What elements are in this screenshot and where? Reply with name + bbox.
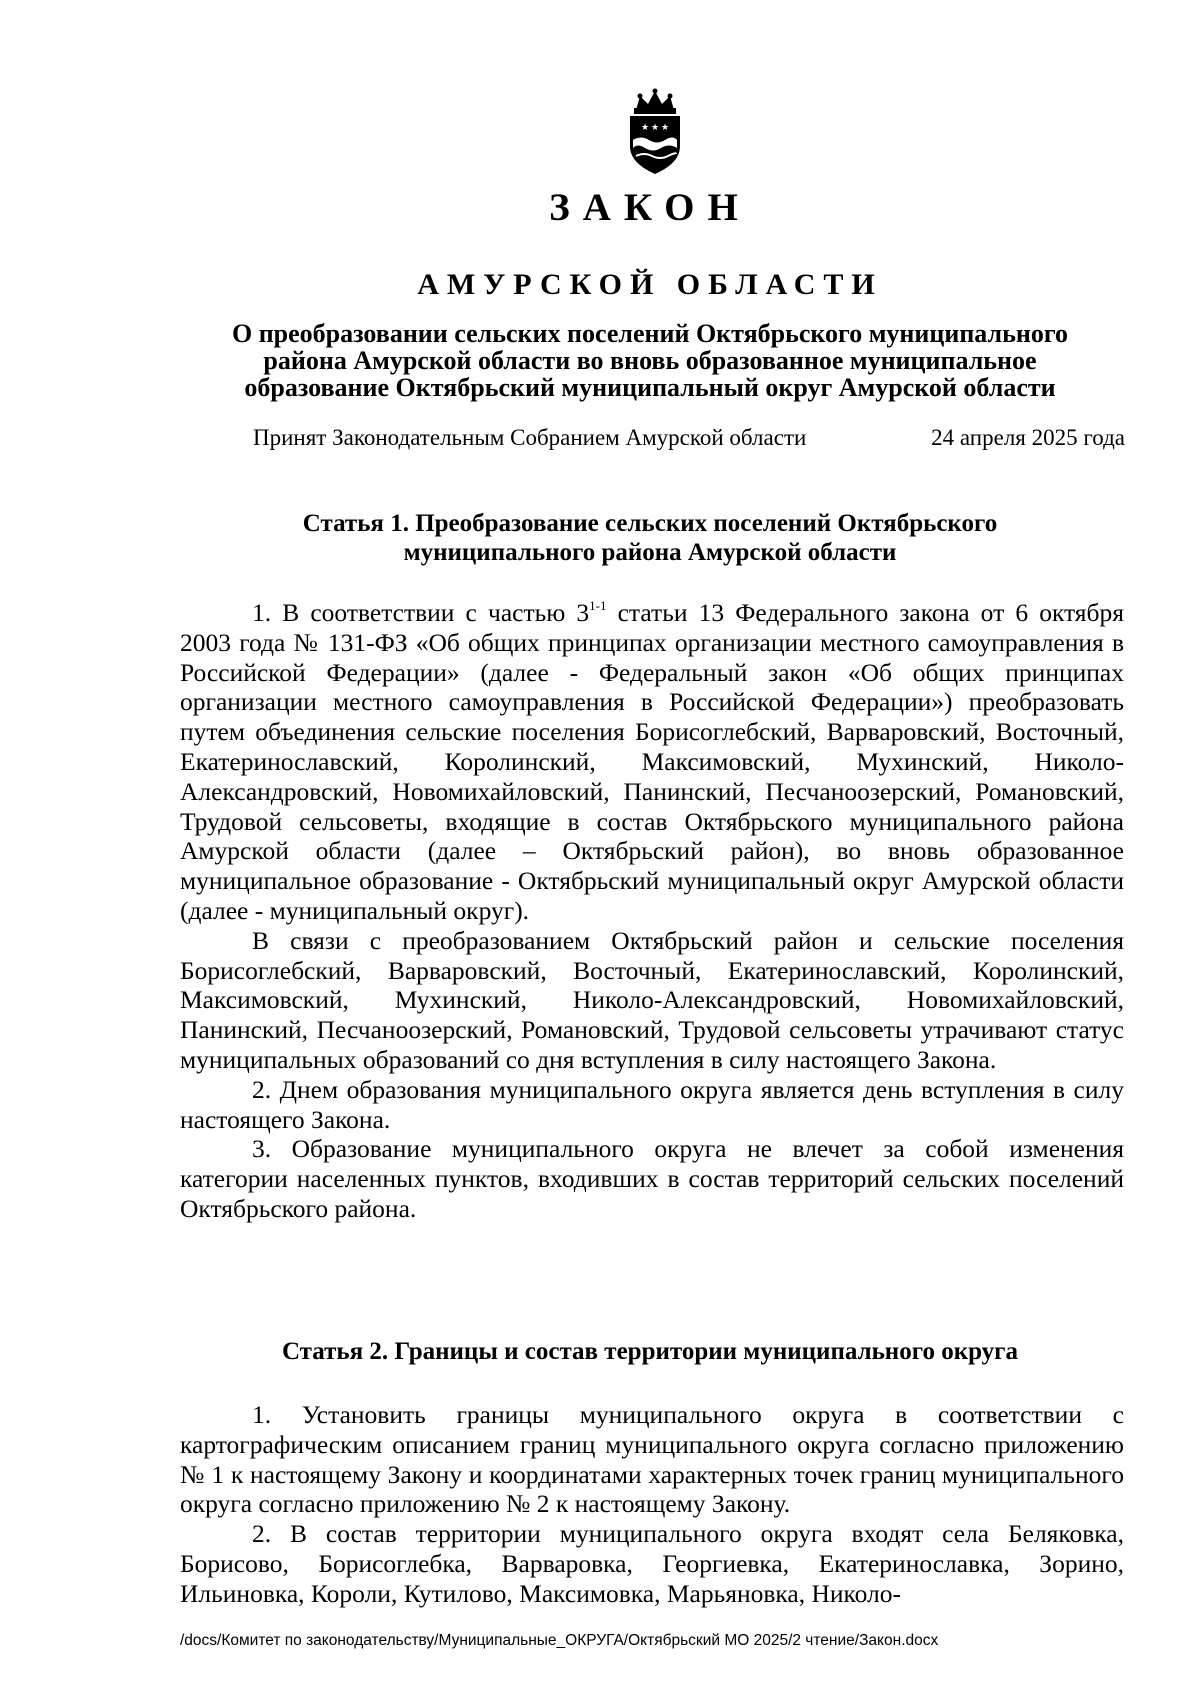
- adopted-date: 24 апреля 2025 года: [931, 425, 1125, 450]
- law-subject: [180, 320, 1120, 401]
- article-1-body: [180, 598, 1124, 1224]
- subject-line: района Амурской области во вновь образованное муниципальное: [263, 346, 1037, 375]
- region-name: АМУРСКОЙ ОБЛАСТИ: [417, 268, 883, 301]
- paragraph: В связи с преобразованием Октябрьский район и сельские поселения Борисоглебский, Варваровский, Восточный, Екатеринославский, Королинский, Максимовский, Мухинский, Николо-Александровский, Новомихайловский, Панинский, Песчаноозерский, Романовский, Трудовой сельсоветы утрачивают статус муниципальных образований со дня вступления в силу настоящего Закона.: [180, 925, 1124, 1074]
- article-2-title: Статья 2. Границы и состав территории муниципального округа: [281, 1338, 1019, 1365]
- article-1-title: [180, 509, 1120, 567]
- paragraph: 1. В соответствии с частью 3$^{1-1}$ статьи 13 Федерального закона от 6 октября 2003 года № 131-ФЗ «Об общих принципах организации местного самоуправления в Российской Федерации» (далее - Федеральный закон «Об общих принципах организации местного самоуправления в Российской Федерации») преобразовать путем объединения сельские поселения Борисоглебский, Варваровский, Восточный, Екатеринославский, Королинский, Максимовский, Мухинский, Николо-Александровский, Новомихайловский, Панинский, Песчаноозерский, Романовский, Трудовой сельсоветы, входящие в состав Октябрьского муниципального района Амурской области (далее – Октябрьский район), во вновь образованное муниципальное образование - Октябрьский муниципальный округ Амурской области (далее - муниципальный округ).: [180, 598, 1124, 925]
- article-title-line: Статья 1. Преобразование сельских поселений Октябрьского: [302, 510, 998, 537]
- coat-of-arms-icon: [624, 88, 686, 176]
- svg-text:★: ★: [661, 123, 670, 133]
- svg-text:★: ★: [641, 123, 650, 133]
- paragraph: 2. В состав территории муниципального округа входят села Беляковка, Борисово, Борисоглебка, Варваровка, Георгиевка, Екатеринославка, Зорино, Ильиновка, Короли, Кутилово, Максимовка, Марьяновка, Николо-: [180, 1519, 1124, 1608]
- paragraph: 1. Установить границы муниципального округа в соответствии с картографическим описанием границ муниципального округа согласно приложению № 1 к настоящему Закону и координатами характерных точек границ муниципального округа согласно приложению № 2 к настоящему Закону.: [180, 1400, 1124, 1519]
- subject-line: образование Октябрьский муниципальный округ Амурской области: [244, 373, 1056, 402]
- svg-text:★: ★: [651, 123, 660, 133]
- superscript: 1-1: [589, 598, 607, 613]
- article-title-line: муниципального района Амурской области: [403, 539, 897, 566]
- article-2-body: [180, 1400, 1124, 1609]
- paragraph: 3. Образование муниципального округа не влечет за собой изменения категории населенных пунктов, входивших в состав территорий сельских поселений Октябрьского района.: [180, 1134, 1124, 1223]
- adoption-line: [253, 425, 1125, 451]
- law-title: ЗАКОН: [549, 186, 751, 229]
- adopted-by: Принят Законодательным Собранием Амурской области: [253, 425, 807, 450]
- file-path-footer: /docs/Комитет по законодательству/Муниципальные_ОКРУГА/Октябрьский МО 2025/2 чтение/Закон.docx: [180, 1632, 939, 1649]
- paragraph: 2. Днем образования муниципального округа является день вступления в силу настоящего Закона.: [180, 1074, 1124, 1134]
- subject-line: О преобразовании сельских поселений Октябрьского муниципального: [231, 319, 1069, 348]
